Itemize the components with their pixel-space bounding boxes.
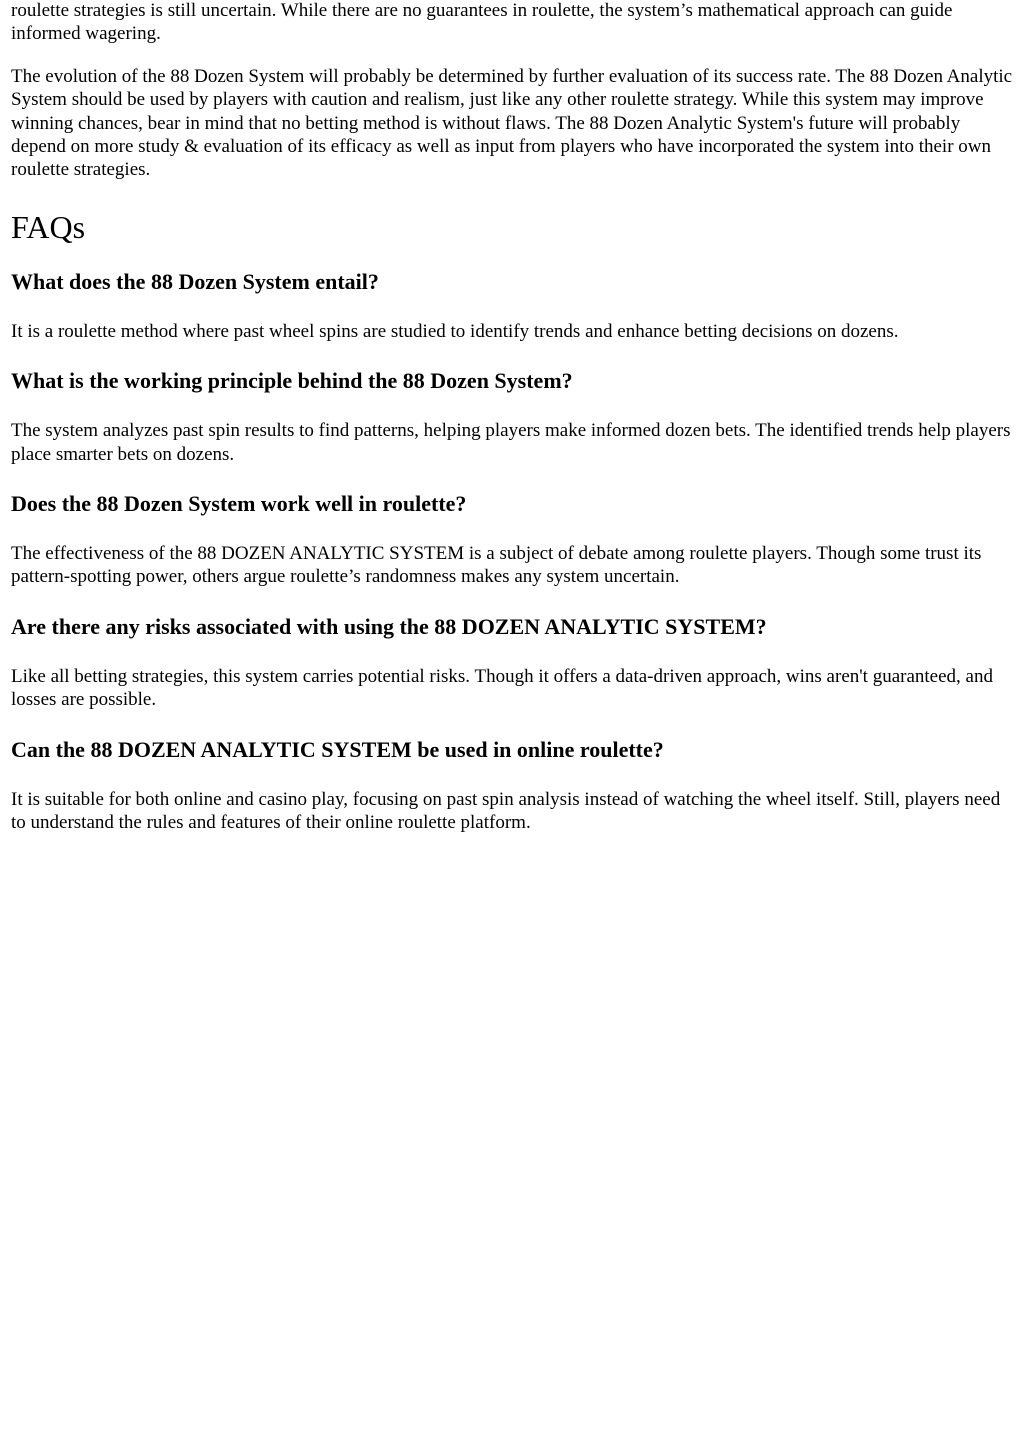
- faq-answer: It is suitable for both online and casino play, focusing on past spin analysis instead of watching the wheel itself. Still, players need to understand the rules and features of their online roulette platform.: [11, 788, 1001, 834]
- faq-answer: It is a roulette method where past wheel spins are studied to identify trends and enhance betting decisions on dozens.: [11, 320, 899, 342]
- intro-paragraph-evolution: The evolution of the 88 Dozen System will probably be determined by further evaluation of its success rate. The 88 Dozen Analytic System should be used by players with caution and realism, just like any other roulette strategy. While this system may improve winning chances, bear in mind that no betting method is without flaws. The 88 Dozen Analytic System's future will probably depend on more study & evaluation of its efficacy as well as input from players who have incorporated the system into their own roulette strategies.: [11, 65, 1013, 181]
- intro-paragraph-continued: roulette strategies is still uncertain. While there are no guarantees in roulette, the system’s mathematical approach can guide informed wagering.: [11, 0, 953, 45]
- faq-question: What is the working principle behind the 88 Dozen System?: [11, 368, 573, 394]
- faq-question: What does the 88 Dozen System entail?: [11, 268, 379, 294]
- faq-answer: The system analyzes past spin results to find patterns, helping players make informed dozen bets. The identified trends help players place smarter bets on dozens.: [11, 420, 1011, 465]
- faq-answer: The effectiveness of the 88 DOZEN ANALYTIC SYSTEM is a subject of debate among roulette players. Though some trust its pattern-spotting power, others argue roulette’s randomness makes any system uncertain.: [11, 543, 982, 588]
- faq-item: [11, 269, 1014, 343]
- faq-question: Does the 88 Dozen System work well in roulette?: [11, 491, 467, 517]
- faq-item: [11, 737, 1014, 835]
- faq-item: [11, 491, 1014, 589]
- faq-item: [11, 368, 1014, 466]
- faq-heading: FAQs: [11, 208, 86, 245]
- faq-question: Are there any risks associated with using the 88 DOZEN ANALYTIC SYSTEM?: [11, 613, 767, 639]
- faq-answer: Like all betting strategies, this system carries potential risks. Though it offers a data-driven approach, wins aren't guaranteed, and losses are possible.: [11, 665, 993, 711]
- faq-item: [11, 614, 1014, 712]
- faq-question: Can the 88 DOZEN ANALYTIC SYSTEM be used in online roulette?: [11, 736, 664, 762]
